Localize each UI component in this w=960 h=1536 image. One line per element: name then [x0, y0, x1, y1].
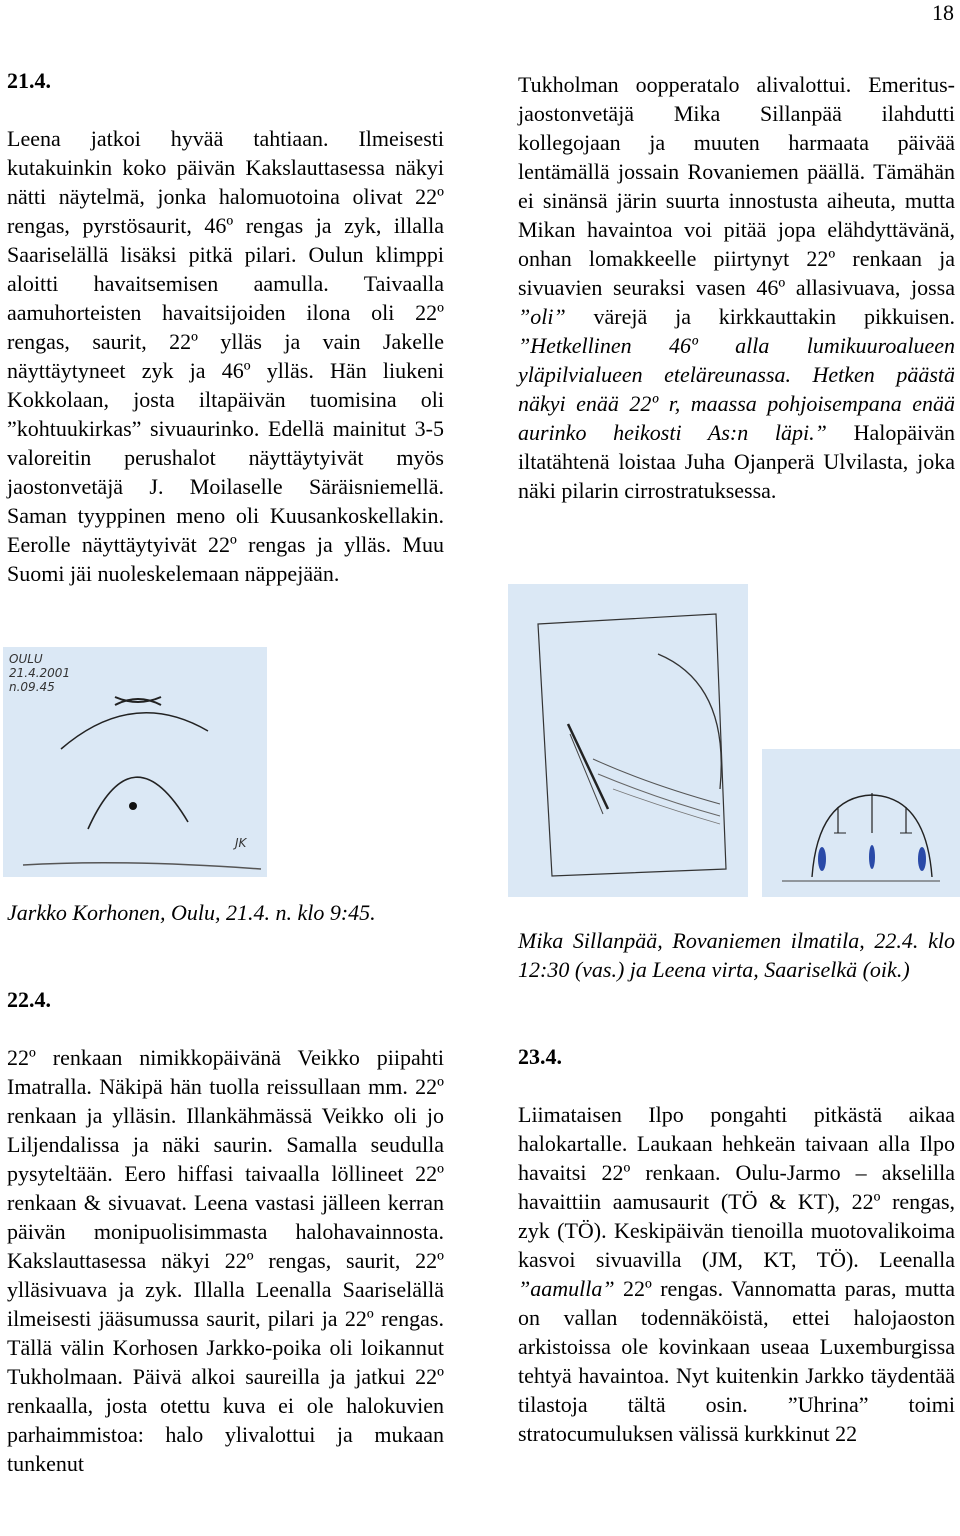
right-column-top	[518, 70, 955, 505]
left-column-bottom	[7, 898, 444, 1478]
para-text-4: Liimataisen Ilpo pongahti pitkästä aikaa halokartalle. Laukaan hehkeän taivaan alla Ilpo havaitsi 22º renkaan. Oulu-Jarmo – akselilla havaittiin aamusaurit (TÖ & KT), 22º rengas, zyk (TÖ). Keskipäivän tienoilla muotovalikoima kasvoi sivuavilla (JM, KT, TÖ). Leenalla	[518, 1102, 955, 1272]
sketch-rovaniemi	[508, 584, 748, 897]
para-quote-aamulla: ”aamulla”	[518, 1276, 615, 1301]
sketch-oulu	[3, 647, 267, 877]
sketch-label-place: OULU	[9, 652, 43, 666]
para-text-1: Tukholman oopperatalo alivalottui. Emeritus-jaostonvetäjä Mika Sillanpää ilahdutti kollegojaan ja muuten harmaata päivää lentämällä jossain Rovaniemen päällä. Tämähän ei sinänsä järin suurta innostusta aiheuta, mutta Mikan havaintoa voi pitää jopa elähdyttävänä, onhan lomakkeelle piirtynyt 22º renkaan ja sivuavien seuraksi vasen 46º allasivuava, jossa	[518, 72, 955, 300]
sketch-saariselka	[762, 749, 960, 897]
page-number: 18	[932, 0, 954, 25]
paragraph-21-4: Leena jatkoi hyvää tahtiaan. Ilmeisesti kutakuinkin koko päivän Kakslauttasessa näkyi nätti näytelmä, jonka halomuotoina olivat 22º rengas, pyrstösaurit, 46º rengas ja zyk, illalla Saariselällä lisäksi pitkä pilari. Oulun klimppi aloitti havaitsemisen aamulla. Taivaalla aamuhorteisten havaitsijoiden ilona oli 22º rengas, saurit, 22º ylläs ja vain Jakelle näyttäytyneet zyk ja 46º ylläs. Hän liukeni Kokkolaan, josta iltapäivän tuomisina oli ”kohtuukirkas” sivuaurinko. Edellä mainitut 3-5 valoreitin perushalot näyttäytyivät myös jaostonvetäjä J. Moilaselle Säräisniemellä. Saman tyyppinen meno oli Kuusankoskellakin. Eerolle näyttäytyivät 22º rengas ja ylläs. Muu Suomi jäi nuoleskelemaan näppejään.	[7, 126, 444, 586]
right-column-bottom	[518, 926, 955, 1448]
sketch-label-time: n.09.45	[9, 680, 55, 694]
para-text-2: värejä ja kirkkauttakin pikkuisen.	[565, 304, 955, 329]
paragraph-23-4	[518, 1100, 955, 1448]
caption-oulu: Jarkko Korhonen, Oulu, 21.4. n. klo 9:45.	[7, 900, 376, 925]
date-heading-21-4: 21.4.	[7, 68, 51, 93]
left-column-top	[7, 66, 444, 588]
sketch-label-date: 21.4.2001	[9, 666, 71, 680]
para-text-3: Halopäivän iltatähtenä loistaa Juha Ojanperä Ulvilasta, joka näki pilarin cirrostratuksessa.	[518, 420, 956, 503]
paragraph-22-4: 22º renkaan nimikkopäivänä Veikko piipahti Imatralla. Näkipä hän tuolla reissullaan mm. 22º renkaan ja ylläsin. Illankähmässä Veikko oli jo Liljendalissa ja näki saurin. Samalla seudulla pysyteltään. Eero hiffasi taivaalla löllineet 22º renkaan & sivuavat. Leena vastasi jälleen kerran päivän monipuolisimmasta halohavainnosta. Kakslauttasessa näkyi 22º rengas, saurit, 22º ylläsivuava ja zyk. Illalla Leenalla Saariselällä ilmeisesti jääsumussa saurit, pilari ja 22º rengas. Tällä välin Korhosen Jarkko-poika oli loikannut Tukholmaan. Päivä alkoi saureilla ja jatkui 22º renkaalla, josta otettu kuva ei ole halokuvien parhaimmistoa: halo ylivalottui ja mukaan tunkenut	[7, 1045, 444, 1476]
para-quote-observation: ”Hetkellinen 46º alla lumikuuroalueen yläpilvialueen eteläreunassa. Hetken päästä näkyi enää 22º r, maassa pohjoisempana enää aurinko heikosti As:n läpi.”	[518, 333, 955, 445]
para-text-5: 22º rengas. Vannomatta paras, mutta on vallan todennäköistä, ettei halojaoston arkistoissa ole kovinkaan useaa Luxemburgissa tehtyä havaintoa. Nyt kuitenkin Jarkko täydentää tilastoja tältä osin. ”Uhrina” toimi stratocumuluksen välissä kurkkinut 22	[518, 1276, 955, 1446]
caption-rovaniemi-saariselka: Mika Sillanpää, Rovaniemen ilmatila, 22.4. klo 12:30 (vas.) ja Leena virta, Saariselkä (oik.)	[518, 928, 955, 982]
para-quote-oli: ”oli”	[518, 304, 566, 329]
date-heading-22-4: 22.4.	[7, 987, 51, 1012]
date-heading-23-4: 23.4.	[518, 1044, 562, 1069]
sketch-signature: JK	[235, 836, 247, 850]
paragraph-22-4-continued	[518, 70, 955, 505]
